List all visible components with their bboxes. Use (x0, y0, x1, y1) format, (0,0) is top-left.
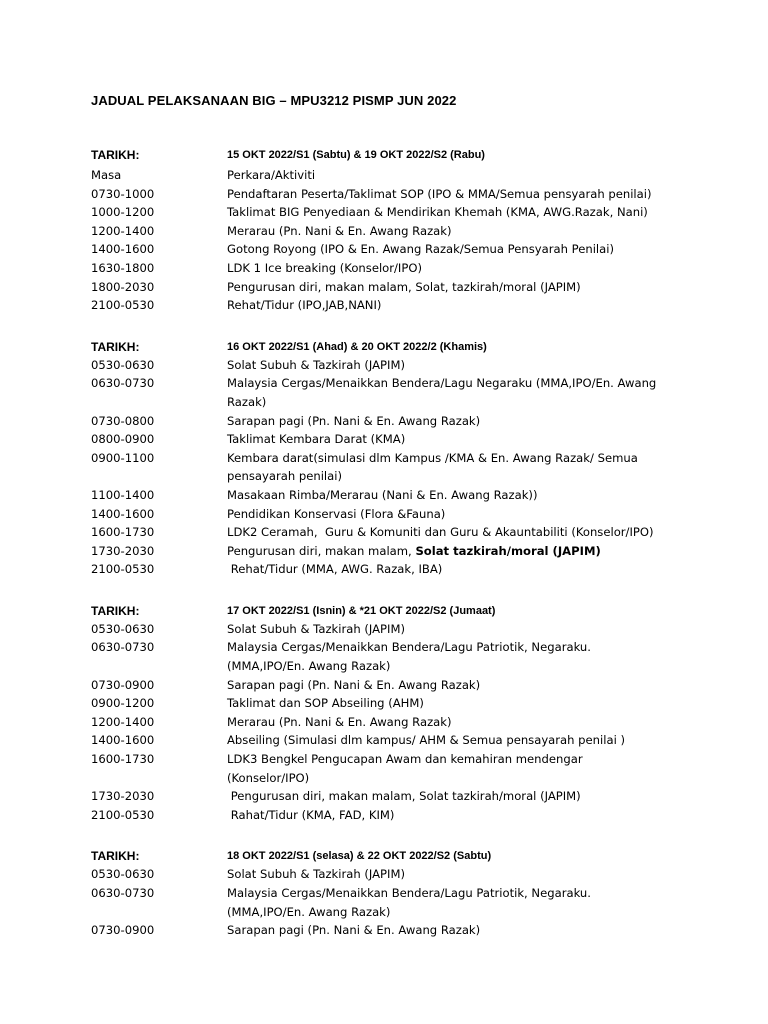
time-slot: 1200-1400 (91, 714, 155, 729)
time-slot: 0530-0630 (91, 867, 155, 882)
activity (227, 430, 657, 449)
section-header (91, 332, 731, 356)
activity-text: Gotong Royong (IPO & En. Awang Razak/Semua Pensyarah Penilai) (227, 242, 614, 257)
date-label: TARIKH: (91, 603, 140, 618)
schedule-row (91, 203, 731, 222)
date-value: 17 OKT 2022/S1 (Isnin) & *21 OKT 2022/S2 (Jumaat) (227, 604, 496, 617)
time-slot: 1730-2030 (91, 789, 155, 804)
activity (227, 750, 657, 787)
activity (227, 523, 657, 542)
activity (227, 449, 657, 486)
section-header (91, 841, 731, 865)
time-slot: 2100-0530 (91, 562, 155, 577)
activity-text: Taklimat BIG Penyediaan & Mendirikan Khemah (KMA, AWG.Razak, Nani) (227, 205, 648, 220)
schedule-section (91, 841, 731, 939)
document-page (91, 92, 731, 940)
activity (227, 505, 657, 524)
time-slot: 1400-1600 (91, 506, 155, 521)
schedule-sections (91, 140, 731, 940)
schedule-row (91, 806, 731, 825)
schedule-section (91, 332, 731, 579)
section-header (91, 596, 731, 620)
activity-text: Sarapan pagi (Pn. Nani & En. Awang Razak) (227, 677, 481, 692)
time-slot: 2100-0530 (91, 298, 155, 313)
activity-text: Sarapan pagi (Pn. Nani & En. Awang Razak) (227, 413, 481, 428)
time-slot: 1600-1730 (91, 752, 155, 767)
time-slot: 1730-2030 (91, 543, 155, 558)
activity (227, 620, 657, 639)
schedule-row (91, 750, 731, 787)
section-gap (91, 579, 731, 596)
activity (227, 638, 657, 675)
activity-text: Masakaan Rimba/Merarau (Nani & En. Awang Razak)) (227, 487, 538, 502)
activity (227, 203, 657, 222)
activity (227, 222, 657, 241)
time-slot: 1100-1400 (91, 487, 155, 502)
activity (227, 806, 657, 825)
activity-text: Malaysia Cergas/Menaikkan Bendera/Lagu Patriotik, Negaraku. (MMA,IPO/En. Awang Razak) (227, 886, 595, 919)
activity (227, 296, 657, 315)
time-slot: 0900-1200 (91, 696, 155, 711)
activity-text: LDK 1 Ice breaking (Konselor/IPO) (227, 260, 422, 275)
activity (227, 787, 657, 806)
activity-text: Abseiling (Simulasi dlm kampus/ AHM & Semua pensayarah penilai ) (227, 733, 626, 748)
activity-text: Solat Subuh & Tazkirah (JAPIM) (227, 621, 405, 636)
time-slot: 0800-0900 (91, 432, 155, 447)
activity-text: Rahat/Tidur (KMA, FAD, KIM) (227, 807, 395, 822)
schedule-row (91, 222, 731, 241)
schedule-row (91, 356, 731, 375)
schedule-row (91, 430, 731, 449)
activity (227, 542, 657, 561)
date-value: 15 OKT 2022/S1 (Sabtu) & 19 OKT 2022/S2 (Rabu) (227, 149, 485, 161)
time-slot: 0730-0900 (91, 677, 155, 692)
activity-bold-text: Solat tazkirah/moral (JAPIM) (415, 543, 601, 558)
activity (227, 412, 657, 431)
schedule-row (91, 638, 731, 675)
activity-text: Pendidikan Konservasi (Flora &Fauna) (227, 506, 446, 521)
schedule-row (91, 560, 731, 579)
date-label: TARIKH: (91, 339, 140, 354)
schedule-row (91, 921, 731, 940)
activity (227, 731, 657, 750)
schedule-row (91, 731, 731, 750)
activity-text: Solat Subuh & Tazkirah (JAPIM) (227, 867, 405, 882)
date-value: 18 OKT 2022/S1 (selasa) & 22 OKT 2022/S2 (Sabtu) (227, 850, 492, 863)
schedule-row (91, 787, 731, 806)
activity (227, 921, 657, 940)
time-slot: Masa (91, 168, 122, 182)
schedule-row (91, 505, 731, 524)
activity (227, 865, 657, 884)
date-label: TARIKH: (91, 148, 140, 162)
time-slot: 1000-1200 (91, 205, 155, 220)
schedule-row (91, 884, 731, 921)
time-slot: 0630-0730 (91, 376, 155, 391)
activity-text: Perkara/Aktiviti (227, 168, 316, 182)
section-gap (91, 315, 731, 332)
activity-text: Taklimat dan SOP Abseiling (AHM) (227, 696, 424, 711)
activity (227, 356, 657, 375)
activity (227, 259, 657, 278)
schedule-row (91, 296, 731, 315)
activity (227, 884, 657, 921)
schedule-row (91, 676, 731, 695)
time-slot: 0630-0730 (91, 640, 155, 655)
time-slot: 1400-1600 (91, 242, 155, 257)
activity-text: Solat Subuh & Tazkirah (JAPIM) (227, 357, 405, 372)
activity-text: Rehat/Tidur (MMA, AWG. Razak, IBA) (227, 562, 443, 577)
schedule-row (91, 278, 731, 297)
activity-text: Pengurusan diri, makan malam, Solat, tazkirah/moral (JAPIM) (227, 279, 581, 294)
activity-text: Pendaftaran Peserta/Taklimat SOP (IPO & MMA/Semua pensyarah penilai) (227, 186, 652, 201)
schedule-row (91, 412, 731, 431)
activity-text: Merarau (Pn. Nani & En. Awang Razak) (227, 714, 452, 729)
schedule-row (91, 240, 731, 259)
activity-text: Malaysia Cergas/Menaikkan Bendera/Lagu Patriotik, Negaraku. (MMA,IPO/En. Awang Razak) (227, 640, 595, 674)
time-slot: 0730-0900 (91, 923, 155, 938)
time-slot: 1630-1800 (91, 260, 155, 275)
activity-text: Sarapan pagi (Pn. Nani & En. Awang Razak) (227, 923, 481, 938)
time-slot: 0730-1000 (91, 186, 155, 201)
schedule-row (91, 865, 731, 884)
schedule-row (91, 166, 731, 185)
schedule-row (91, 694, 731, 713)
activity (227, 560, 657, 579)
time-slot: 1800-2030 (91, 279, 155, 294)
activity (227, 278, 657, 297)
time-slot: 0630-0730 (91, 886, 155, 900)
schedule-section (91, 140, 731, 315)
activity (227, 240, 657, 259)
activity (227, 713, 657, 732)
activity (227, 676, 657, 695)
schedule-row (91, 542, 731, 561)
time-slot: 2100-0530 (91, 807, 155, 822)
activity-text: Malaysia Cergas/Menaikkan Bendera/Lagu Negaraku (MMA,IPO/En. Awang Razak) (227, 376, 660, 409)
activity-text: Pengurusan diri, makan malam, Solat tazkirah/moral (JAPIM) (227, 789, 581, 804)
schedule-row (91, 620, 731, 639)
document-title: JADUAL PELAKSANAAN BIG – MPU3212 PISMP JUN 2022 (91, 93, 457, 108)
schedule-row (91, 523, 731, 542)
activity-text: LDK3 Bengkel Pengucapan Awam dan kemahiran mendengar (Konselor/IPO) (227, 752, 587, 785)
section-gap (91, 824, 731, 841)
schedule-row (91, 486, 731, 505)
activity (227, 486, 657, 505)
schedule-row (91, 713, 731, 732)
time-slot: 0530-0630 (91, 357, 155, 372)
section-header (91, 140, 731, 164)
schedule-row (91, 374, 731, 411)
time-slot: 0900-1100 (91, 450, 155, 465)
activity (227, 166, 657, 185)
schedule-row (91, 449, 731, 486)
activity-text: Pengurusan diri, makan malam, (227, 543, 416, 558)
time-slot: 1400-1600 (91, 733, 155, 748)
activity-text: Merarau (Pn. Nani & En. Awang Razak) (227, 223, 452, 238)
activity-text: Kembara darat(simulasi dlm Kampus /KMA & En. Awang Razak/ Semua pensayarah penilai) (227, 450, 642, 484)
date-label: TARIKH: (91, 849, 140, 864)
activity (227, 374, 660, 411)
schedule-section (91, 596, 731, 825)
time-slot: 0730-0800 (91, 413, 155, 428)
time-slot: 0530-0630 (91, 621, 155, 636)
time-slot: 1200-1400 (91, 223, 155, 238)
time-slot: 1600-1730 (91, 525, 155, 540)
activity-text: Taklimat Kembara Darat (KMA) (227, 432, 406, 447)
activity-text: Rehat/Tidur (IPO,JAB,NANI) (227, 298, 382, 313)
date-value: 16 OKT 2022/S1 (Ahad) & 20 OKT 2022/2 (Khamis) (227, 340, 487, 353)
schedule-row (91, 259, 731, 278)
schedule-row (91, 185, 731, 204)
activity (227, 185, 657, 204)
activity (227, 694, 657, 713)
activity-text: LDK2 Ceramah, Guru & Komuniti dan Guru & Akauntabiliti (Konselor/IPO) (227, 525, 654, 540)
